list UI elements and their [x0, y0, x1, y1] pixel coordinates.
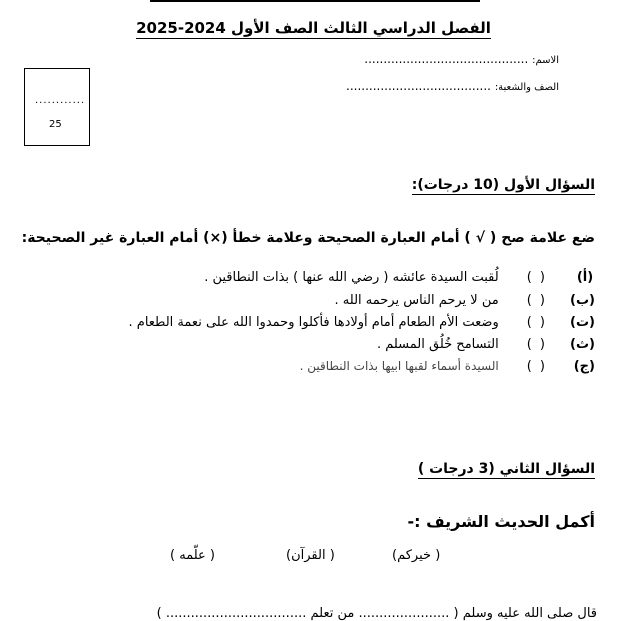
answer-blank[interactable]: ( ): [526, 270, 547, 285]
score-total: 25: [49, 119, 62, 130]
exam-header: [0, 18, 627, 37]
question2-title-wrap: [418, 458, 595, 477]
item-text: وضعت الأم الطعام أمام أولادها فأكلوا وحمدوا الله على نعمة الطعام .: [128, 315, 499, 330]
question1-title: السؤال الأول (10 درجات):: [411, 177, 595, 193]
answer-blank[interactable]: ( ): [526, 293, 547, 308]
class-dots: ......................................: [346, 79, 491, 93]
item-letter: (ب): [570, 293, 595, 308]
item-text: السيدة أسماء لقبها ابيها بذات النطاقين .: [299, 359, 499, 373]
q1-item: [300, 359, 595, 374]
answer-blank[interactable]: ( ): [526, 337, 547, 352]
hadith-blank-2[interactable]: .................................. ): [156, 606, 307, 621]
word-choice: (القرآن ): [286, 548, 335, 563]
item-text: من لا يرحم الناس يرحمه الله .: [334, 293, 499, 308]
question2-title: السؤال الثاني (3 درجات ): [417, 461, 595, 477]
q1-item: [377, 337, 595, 352]
item-letter: (أ): [576, 270, 594, 285]
answer-blank[interactable]: ( ): [526, 359, 547, 374]
class-label: الصف والشعبة:: [494, 82, 559, 93]
item-letter: (ت): [570, 315, 595, 330]
name-dots: ...........................................: [364, 52, 529, 66]
hadith-line-start: قال صلى الله عليه وسلم (: [453, 606, 597, 621]
name-field: [364, 52, 559, 66]
name-label: الاسم:: [532, 55, 559, 66]
question1-instruction: ضع علامة صح ( √ ) أمام العبارة الصحيحة وعلامة خطأ (×) أمام العبارة غير الصحيحة:: [21, 230, 595, 246]
item-letter: (ج): [573, 359, 595, 374]
q1-item: [129, 315, 595, 330]
q1-item: [204, 270, 595, 285]
question1-title-wrap: [412, 174, 595, 193]
item-text: لُقبت السيدة عائشه ( رضي الله عنها ) بذات النطاقين .: [204, 270, 499, 285]
question2-instruction: أكمل الحديث الشريف :-: [407, 512, 595, 531]
item-letter: (ث): [570, 337, 595, 352]
hadith-blank-1[interactable]: ......................: [358, 606, 450, 621]
hadith-line: [157, 606, 597, 621]
answer-blank[interactable]: ( ): [526, 315, 547, 330]
q1-item: [335, 293, 595, 308]
item-text: التسامح خُلُق المسلم .: [376, 337, 499, 352]
class-field: [346, 79, 559, 93]
score-dots: ............: [35, 95, 86, 106]
exam-title: الفصل الدراسي الثالث الصف الأول 2024-2025: [136, 19, 491, 37]
score-box: [24, 68, 90, 146]
word-choice: ( علّمه ): [170, 548, 215, 563]
word-choice: (خيركم ): [392, 548, 441, 563]
top-rule: [150, 0, 480, 5]
hadith-line-mid: من تعلم: [310, 606, 355, 621]
